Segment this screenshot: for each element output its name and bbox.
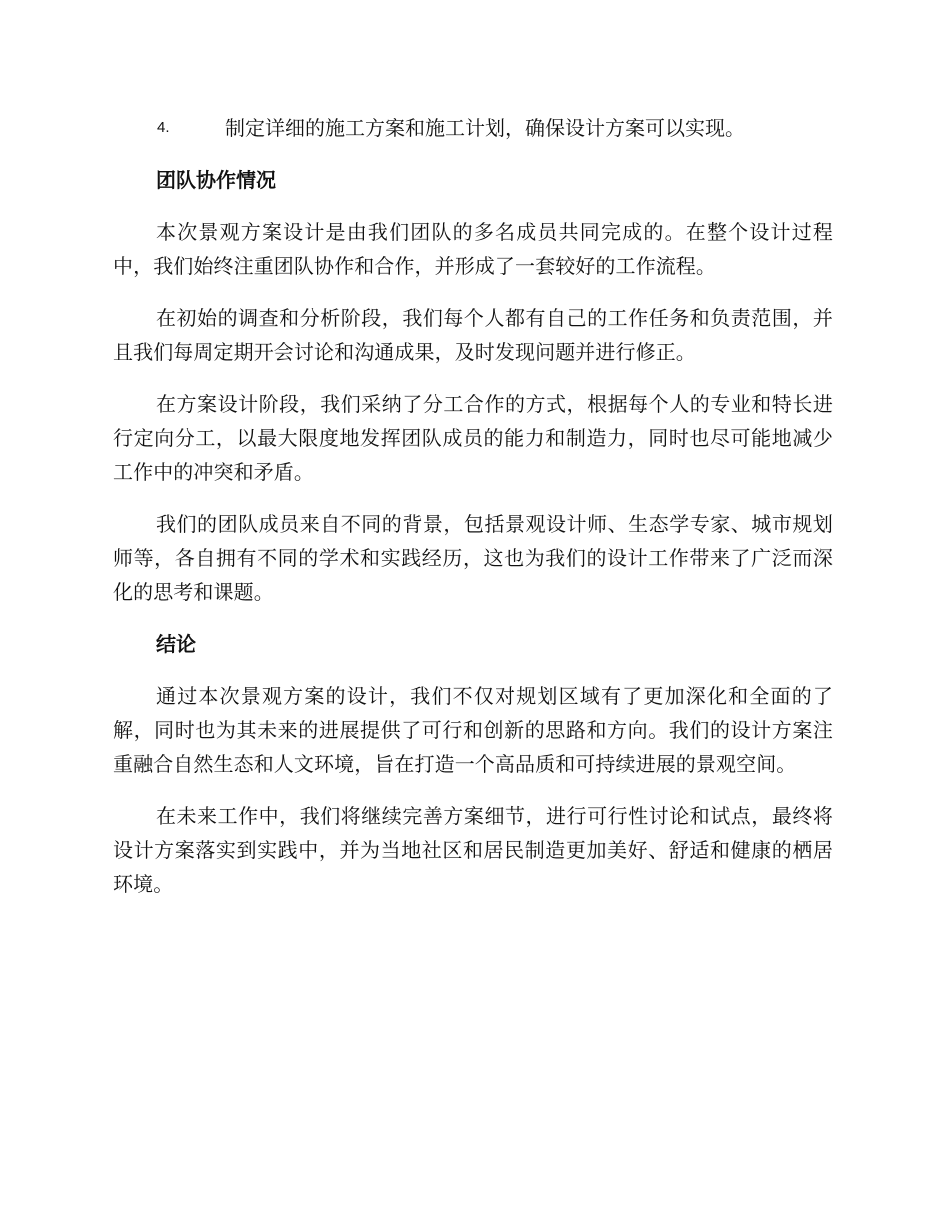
team-paragraph-1: 本次景观方案设计是由我们团队的多名成员共同完成的。在整个设计过程中，我们始终注重团队协作和合作，并形成了一套较好的工作流程。 (113, 220, 833, 278)
team-paragraph-2: 在初始的调查和分析阶段，我们每个人都有自己的工作任务和负责范围，并且我们每周定期开会讨论和沟通成果，及时发现问题并进行修正。 (113, 306, 833, 364)
conclusion-paragraph-1: 通过本次景观方案的设计，我们不仅对规划区域有了更加深化和全面的了解，同时也为其未来的进展提供了可行和创新的思路和方向。我们的设计方案注重融合自然生态和人文环境，旨在打造一个高品质和可持续进展的景观空间。 (113, 684, 833, 776)
section-heading-team: 团队协作情况 (156, 168, 276, 192)
list-item (113, 111, 833, 145)
team-paragraph-4: 我们的团队成员来自不同的背景，包括景观设计师、生态学专家、城市规划师等，各自拥有不同的学术和实践经历，这也为我们的设计工作带来了广泛而深化的思考和课题。 (113, 512, 833, 604)
team-paragraph-3: 在方案设计阶段，我们采纳了分工合作的方式，根据每个人的专业和特长进行定向分工，以最大限度地发挥团队成员的能力和制造力，同时也尽可能地减少工作中的冲突和矛盾。 (113, 392, 833, 484)
list-item-number: 4. (157, 119, 170, 136)
list-item-text: 制定详细的施工方案和施工计划，确保设计方案可以实现。 (225, 116, 745, 140)
conclusion-paragraph-2: 在未来工作中，我们将继续完善方案细节，进行可行性讨论和试点，最终将设计方案落实到实践中，并为当地社区和居民制造更加美好、舒适和健康的栖居环境。 (113, 804, 833, 896)
section-heading-conclusion: 结论 (156, 632, 196, 656)
document-body (113, 111, 833, 919)
